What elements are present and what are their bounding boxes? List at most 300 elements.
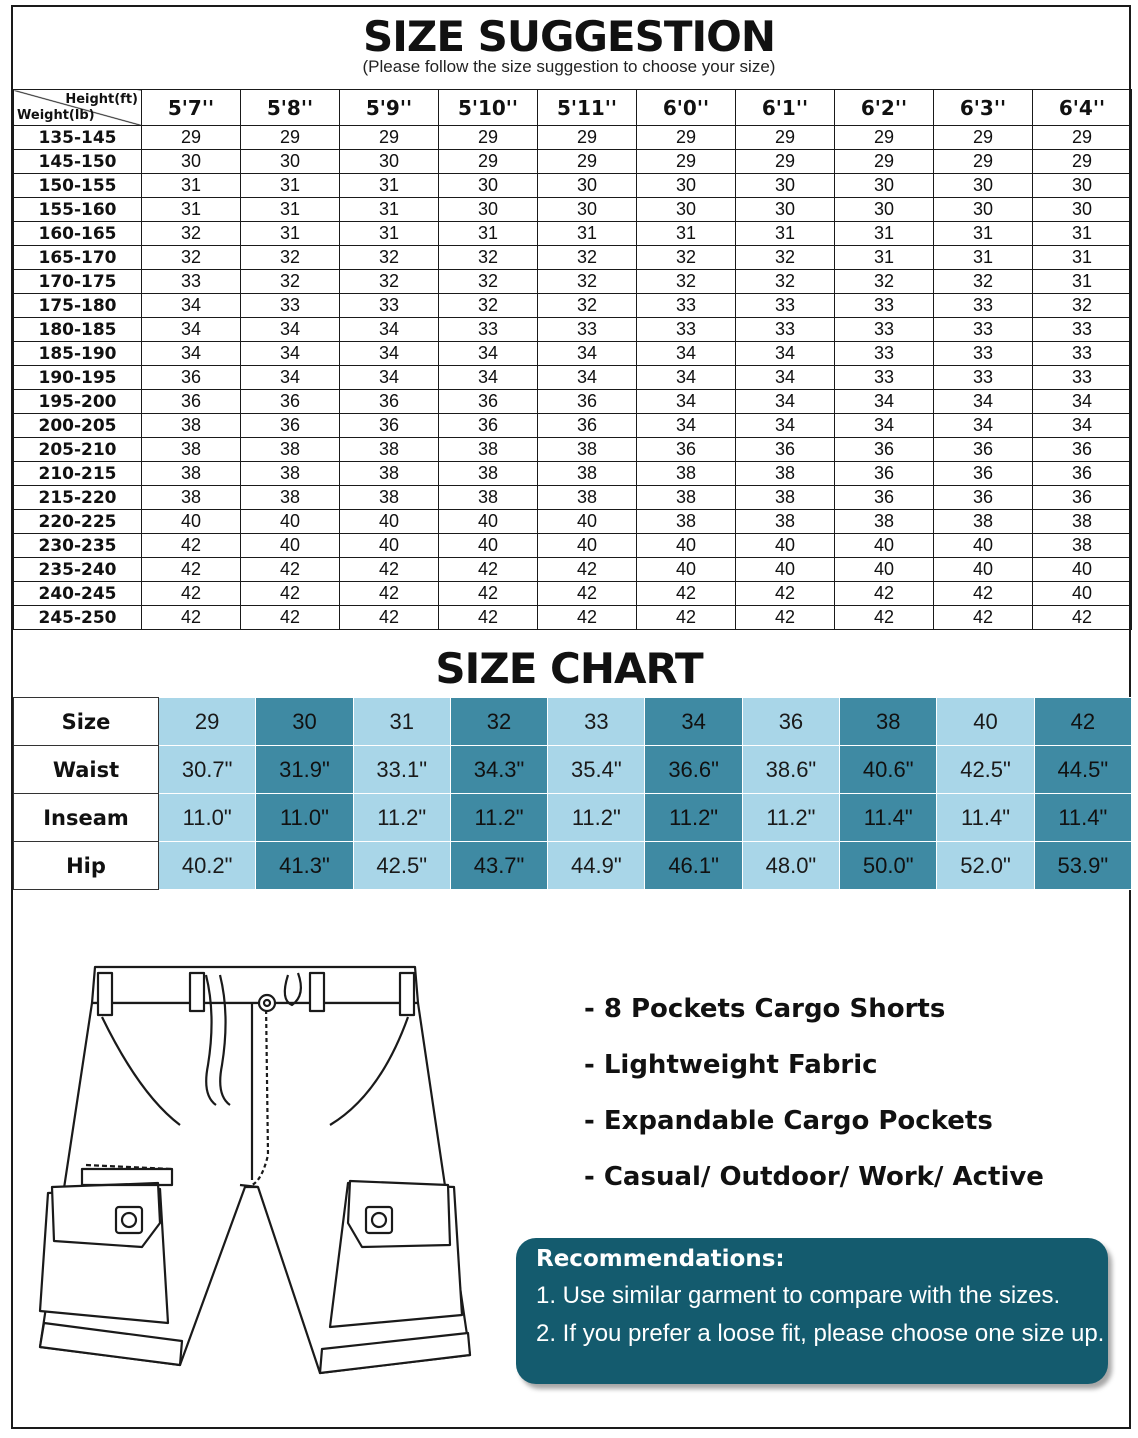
height-header-cell: 6'0'' [637, 90, 736, 126]
weight-row [14, 342, 1132, 366]
weight-row [14, 198, 1132, 222]
suggested-size-cell: 30 [439, 198, 538, 222]
suggested-size-cell: 34 [934, 414, 1033, 438]
weight-range-cell: 175-180 [14, 294, 142, 318]
measurement-cell: 31 [353, 698, 450, 746]
feature-item: - Lightweight Fabric [584, 1050, 878, 1080]
size-chart-row [14, 842, 1132, 890]
suggested-size-cell: 34 [736, 342, 835, 366]
suggested-size-cell: 40 [736, 534, 835, 558]
weight-row [14, 486, 1132, 510]
weight-range-cell: 235-240 [14, 558, 142, 582]
weight-row [14, 126, 1132, 150]
suggested-size-cell: 33 [835, 294, 934, 318]
suggested-size-cell: 42 [736, 582, 835, 606]
suggested-size-cell: 36 [934, 486, 1033, 510]
suggested-size-cell: 42 [637, 606, 736, 630]
suggested-size-cell: 32 [538, 270, 637, 294]
measurement-cell: 11.2" [742, 794, 839, 842]
suggested-size-cell: 30 [538, 198, 637, 222]
suggested-size-cell: 30 [142, 150, 241, 174]
suggested-size-cell: 30 [1033, 174, 1132, 198]
suggested-size-cell: 42 [538, 582, 637, 606]
suggested-size-cell: 34 [538, 342, 637, 366]
suggested-size-cell: 32 [835, 270, 934, 294]
weight-range-cell: 155-160 [14, 198, 142, 222]
measurement-cell: 30 [256, 698, 353, 746]
suggested-size-cell: 36 [1033, 438, 1132, 462]
height-header-cell: 6'4'' [1033, 90, 1132, 126]
suggested-size-cell: 30 [934, 174, 1033, 198]
suggested-size-cell: 42 [439, 582, 538, 606]
suggested-size-cell: 36 [439, 414, 538, 438]
suggested-size-cell: 36 [637, 438, 736, 462]
suggested-size-cell: 31 [241, 222, 340, 246]
suggested-size-cell: 29 [439, 126, 538, 150]
suggested-size-cell: 31 [934, 222, 1033, 246]
suggested-size-cell: 31 [241, 198, 340, 222]
weight-row [14, 462, 1132, 486]
suggested-size-cell: 31 [538, 222, 637, 246]
weight-range-cell: 165-170 [14, 246, 142, 270]
weight-row [14, 510, 1132, 534]
suggested-size-cell: 38 [340, 486, 439, 510]
suggested-size-cell: 38 [934, 510, 1033, 534]
suggested-size-cell: 29 [538, 150, 637, 174]
weight-range-cell: 200-205 [14, 414, 142, 438]
suggested-size-cell: 34 [637, 390, 736, 414]
weight-range-cell: 180-185 [14, 318, 142, 342]
height-header-cell: 5'9'' [340, 90, 439, 126]
measurement-label: Size [14, 698, 159, 746]
corner-cell [14, 90, 142, 126]
suggested-size-cell: 40 [241, 534, 340, 558]
weight-range-cell: 150-155 [14, 174, 142, 198]
weight-range-cell: 245-250 [14, 606, 142, 630]
suggested-size-cell: 29 [1033, 126, 1132, 150]
suggested-size-cell: 31 [1033, 222, 1132, 246]
suggested-size-cell: 38 [538, 438, 637, 462]
suggested-size-cell: 34 [637, 366, 736, 390]
size-suggestion-body [14, 126, 1132, 630]
suggested-size-cell: 42 [1033, 606, 1132, 630]
suggested-size-cell: 30 [835, 198, 934, 222]
suggested-size-cell: 34 [538, 366, 637, 390]
feature-item: - 8 Pockets Cargo Shorts [584, 994, 946, 1024]
size-suggestion-title: SIZE SUGGESTION [362, 12, 775, 61]
cargo-shorts-icon [30, 955, 480, 1395]
suggested-size-cell: 29 [736, 150, 835, 174]
suggested-size-cell: 36 [241, 414, 340, 438]
suggested-size-cell: 32 [538, 246, 637, 270]
measurement-cell: 48.0" [742, 842, 839, 890]
weight-row [14, 318, 1132, 342]
suggested-size-cell: 38 [1033, 510, 1132, 534]
suggested-size-cell: 34 [340, 366, 439, 390]
suggested-size-cell: 31 [439, 222, 538, 246]
suggested-size-cell: 42 [835, 606, 934, 630]
suggested-size-cell: 33 [835, 318, 934, 342]
suggested-size-cell: 32 [736, 246, 835, 270]
suggested-size-cell: 32 [439, 270, 538, 294]
suggested-size-cell: 36 [538, 414, 637, 438]
size-chart-row [14, 794, 1132, 842]
suggested-size-cell: 29 [538, 126, 637, 150]
weight-range-cell: 170-175 [14, 270, 142, 294]
weight-range-cell: 210-215 [14, 462, 142, 486]
suggested-size-cell: 33 [439, 318, 538, 342]
measurement-cell: 34.3" [450, 746, 547, 794]
suggested-size-cell: 36 [340, 390, 439, 414]
suggested-size-cell: 36 [340, 414, 439, 438]
suggested-size-cell: 42 [340, 558, 439, 582]
suggested-size-cell: 31 [340, 198, 439, 222]
suggested-size-cell: 40 [142, 510, 241, 534]
weight-row [14, 414, 1132, 438]
measurement-cell: 42.5" [353, 842, 450, 890]
measurement-cell: 33.1" [353, 746, 450, 794]
measurement-cell: 11.4" [937, 794, 1034, 842]
suggested-size-cell: 30 [538, 174, 637, 198]
measurement-label: Inseam [14, 794, 159, 842]
suggested-size-cell: 32 [934, 270, 1033, 294]
suggested-size-cell: 34 [637, 342, 736, 366]
measurement-cell: 36 [742, 698, 839, 746]
measurement-cell: 11.4" [1034, 794, 1131, 842]
weight-range-cell: 240-245 [14, 582, 142, 606]
suggested-size-cell: 34 [142, 294, 241, 318]
suggested-size-cell: 32 [637, 270, 736, 294]
measurement-cell: 11.0" [159, 794, 256, 842]
size-suggestion-subtitle: (Please follow the size suggestion to choose your size) [362, 57, 776, 76]
suggested-size-cell: 42 [241, 558, 340, 582]
weight-range-cell: 230-235 [14, 534, 142, 558]
measurement-cell: 11.2" [645, 794, 742, 842]
suggested-size-cell: 40 [340, 534, 439, 558]
height-header-cell: 5'10'' [439, 90, 538, 126]
measurement-cell: 11.0" [256, 794, 353, 842]
suggested-size-cell: 29 [934, 126, 1033, 150]
measurement-cell: 11.4" [840, 794, 937, 842]
suggested-size-cell: 32 [241, 246, 340, 270]
suggested-size-cell: 36 [1033, 462, 1132, 486]
suggested-size-cell: 34 [142, 318, 241, 342]
suggested-size-cell: 32 [439, 246, 538, 270]
suggested-size-cell: 33 [835, 342, 934, 366]
suggested-size-cell: 38 [736, 510, 835, 534]
suggested-size-cell: 33 [835, 366, 934, 390]
weight-row [14, 246, 1132, 270]
suggested-size-cell: 42 [934, 582, 1033, 606]
suggested-size-cell: 32 [142, 222, 241, 246]
weight-row [14, 558, 1132, 582]
suggested-size-cell: 36 [439, 390, 538, 414]
suggested-size-cell: 42 [241, 606, 340, 630]
suggested-size-cell: 33 [538, 318, 637, 342]
suggested-size-cell: 40 [1033, 558, 1132, 582]
suggested-size-cell: 36 [934, 462, 1033, 486]
measurement-cell: 46.1" [645, 842, 742, 890]
measurement-cell: 29 [159, 698, 256, 746]
suggested-size-cell: 38 [835, 510, 934, 534]
suggested-size-cell: 29 [637, 150, 736, 174]
measurement-cell: 38 [840, 698, 937, 746]
suggested-size-cell: 29 [736, 126, 835, 150]
suggested-size-cell: 29 [637, 126, 736, 150]
measurement-cell: 11.2" [548, 794, 645, 842]
size-chart-row [14, 698, 1132, 746]
weight-row [14, 294, 1132, 318]
height-header-cell: 5'8'' [241, 90, 340, 126]
suggested-size-cell: 36 [142, 366, 241, 390]
suggested-size-cell: 34 [637, 414, 736, 438]
suggested-size-cell: 38 [439, 438, 538, 462]
suggested-size-cell: 31 [637, 222, 736, 246]
suggested-size-cell: 29 [340, 126, 439, 150]
weight-range-cell: 135-145 [14, 126, 142, 150]
measurement-cell: 34 [645, 698, 742, 746]
recommendation-line: 2. If you prefer a loose fit, please choose one size up. [536, 1320, 1105, 1347]
measurement-cell: 53.9" [1034, 842, 1131, 890]
suggested-size-cell: 38 [736, 462, 835, 486]
weight-range-cell: 160-165 [14, 222, 142, 246]
suggested-size-cell: 38 [340, 438, 439, 462]
suggested-size-cell: 31 [835, 246, 934, 270]
suggested-size-cell: 42 [340, 606, 439, 630]
weight-row [14, 582, 1132, 606]
recommendation-line: 1. Use similar garment to compare with the sizes. [536, 1282, 1061, 1309]
suggested-size-cell: 38 [439, 462, 538, 486]
suggested-size-cell: 36 [142, 390, 241, 414]
suggested-size-cell: 40 [439, 534, 538, 558]
suggested-size-cell: 42 [340, 582, 439, 606]
weight-axis-label: Weight(lb) [17, 108, 95, 123]
suggested-size-cell: 36 [736, 438, 835, 462]
suggested-size-cell: 33 [1033, 366, 1132, 390]
suggested-size-cell: 30 [439, 174, 538, 198]
suggested-size-cell: 40 [538, 534, 637, 558]
size-suggestion-table [13, 89, 1132, 630]
suggested-size-cell: 38 [637, 462, 736, 486]
suggested-size-cell: 30 [637, 174, 736, 198]
recommendations-box [516, 1238, 1108, 1384]
weight-row [14, 174, 1132, 198]
suggested-size-cell: 29 [142, 126, 241, 150]
suggested-size-cell: 40 [934, 534, 1033, 558]
suggested-size-cell: 29 [835, 150, 934, 174]
suggested-size-cell: 32 [538, 294, 637, 318]
suggested-size-cell: 42 [736, 606, 835, 630]
measurement-cell: 31.9" [256, 746, 353, 794]
suggested-size-cell: 31 [1033, 246, 1132, 270]
suggested-size-cell: 36 [538, 390, 637, 414]
suggested-size-cell: 38 [538, 486, 637, 510]
height-header-cell: 5'7'' [142, 90, 241, 126]
weight-row [14, 270, 1132, 294]
suggested-size-cell: 36 [835, 486, 934, 510]
suggested-size-cell: 34 [1033, 414, 1132, 438]
suggested-size-cell: 29 [835, 126, 934, 150]
suggested-size-cell: 33 [637, 318, 736, 342]
suggested-size-cell: 32 [637, 246, 736, 270]
weight-row [14, 390, 1132, 414]
suggested-size-cell: 42 [538, 558, 637, 582]
measurement-cell: 30.7" [159, 746, 256, 794]
suggested-size-cell: 34 [934, 390, 1033, 414]
suggested-size-cell: 29 [934, 150, 1033, 174]
measurement-cell: 52.0" [937, 842, 1034, 890]
measurement-cell: 35.4" [548, 746, 645, 794]
suggested-size-cell: 34 [736, 414, 835, 438]
suggested-size-cell: 40 [736, 558, 835, 582]
measurement-cell: 11.2" [450, 794, 547, 842]
suggested-size-cell: 33 [934, 318, 1033, 342]
height-header-cell: 6'3'' [934, 90, 1033, 126]
suggested-size-cell: 36 [934, 438, 1033, 462]
suggested-size-cell: 34 [340, 342, 439, 366]
suggested-size-cell: 33 [637, 294, 736, 318]
measurement-cell: 44.5" [1034, 746, 1131, 794]
suggested-size-cell: 30 [637, 198, 736, 222]
suggested-size-cell: 33 [934, 366, 1033, 390]
measurement-cell: 50.0" [840, 842, 937, 890]
suggested-size-cell: 33 [1033, 318, 1132, 342]
suggested-size-cell: 29 [241, 126, 340, 150]
weight-row [14, 366, 1132, 390]
suggested-size-cell: 30 [736, 174, 835, 198]
suggested-size-cell: 36 [835, 438, 934, 462]
weight-row [14, 222, 1132, 246]
height-header-row [14, 90, 1132, 126]
suggested-size-cell: 38 [637, 486, 736, 510]
weight-range-cell: 215-220 [14, 486, 142, 510]
weight-range-cell: 145-150 [14, 150, 142, 174]
suggested-size-cell: 30 [241, 150, 340, 174]
suggested-size-cell: 29 [439, 150, 538, 174]
suggested-size-cell: 40 [340, 510, 439, 534]
suggested-size-cell: 40 [637, 534, 736, 558]
weight-range-cell: 205-210 [14, 438, 142, 462]
height-header-cell: 6'1'' [736, 90, 835, 126]
measurement-cell: 11.2" [353, 794, 450, 842]
suggested-size-cell: 42 [637, 582, 736, 606]
suggested-size-cell: 38 [142, 462, 241, 486]
suggested-size-cell: 42 [439, 606, 538, 630]
height-header-cell: 5'11'' [538, 90, 637, 126]
suggested-size-cell: 34 [340, 318, 439, 342]
weight-row [14, 534, 1132, 558]
suggested-size-cell: 36 [835, 462, 934, 486]
suggested-size-cell: 33 [340, 294, 439, 318]
suggested-size-cell: 38 [736, 486, 835, 510]
size-chart-body [14, 698, 1132, 890]
suggested-size-cell: 31 [241, 174, 340, 198]
measurement-cell: 33 [548, 698, 645, 746]
suggested-size-cell: 33 [1033, 342, 1132, 366]
suggested-size-cell: 34 [439, 342, 538, 366]
feature-item: - Expandable Cargo Pockets [584, 1106, 993, 1136]
measurement-cell: 44.9" [548, 842, 645, 890]
measurement-cell: 36.6" [645, 746, 742, 794]
size-chart-row [14, 746, 1132, 794]
suggested-size-cell: 30 [1033, 198, 1132, 222]
measurement-cell: 40.2" [159, 842, 256, 890]
suggested-size-cell: 42 [142, 582, 241, 606]
weight-range-cell: 195-200 [14, 390, 142, 414]
suggested-size-cell: 38 [637, 510, 736, 534]
suggested-size-cell: 33 [736, 318, 835, 342]
size-chart-table [13, 697, 1132, 890]
measurement-cell: 32 [450, 698, 547, 746]
suggested-size-cell: 34 [439, 366, 538, 390]
weight-range-cell: 190-195 [14, 366, 142, 390]
height-header-cell: 6'2'' [835, 90, 934, 126]
suggested-size-cell: 38 [142, 486, 241, 510]
suggested-size-cell: 32 [439, 294, 538, 318]
suggested-size-cell: 31 [1033, 270, 1132, 294]
suggested-size-cell: 32 [736, 270, 835, 294]
suggested-size-cell: 31 [934, 246, 1033, 270]
suggested-size-cell: 38 [241, 486, 340, 510]
suggested-size-cell: 42 [142, 606, 241, 630]
suggested-size-cell: 33 [934, 342, 1033, 366]
feature-item: - Casual/ Outdoor/ Work/ Active [584, 1162, 1044, 1192]
suggested-size-cell: 40 [835, 558, 934, 582]
suggested-size-cell: 34 [241, 342, 340, 366]
suggested-size-cell: 38 [142, 438, 241, 462]
suggested-size-cell: 34 [835, 414, 934, 438]
suggested-size-cell: 31 [142, 198, 241, 222]
suggested-size-cell: 40 [439, 510, 538, 534]
suggested-size-cell: 36 [241, 390, 340, 414]
suggested-size-cell: 30 [835, 174, 934, 198]
suggested-size-cell: 31 [340, 222, 439, 246]
suggested-size-cell: 32 [340, 270, 439, 294]
suggested-size-cell: 38 [241, 438, 340, 462]
suggested-size-cell: 34 [736, 390, 835, 414]
suggested-size-cell: 38 [241, 462, 340, 486]
suggested-size-cell: 38 [142, 414, 241, 438]
weight-row [14, 606, 1132, 630]
suggested-size-cell: 42 [142, 534, 241, 558]
suggested-size-cell: 40 [241, 510, 340, 534]
measurement-cell: 40.6" [840, 746, 937, 794]
measurement-cell: 40 [937, 698, 1034, 746]
suggested-size-cell: 32 [241, 270, 340, 294]
measurement-cell: 41.3" [256, 842, 353, 890]
suggested-size-cell: 42 [934, 606, 1033, 630]
suggested-size-cell: 40 [538, 510, 637, 534]
measurement-cell: 43.7" [450, 842, 547, 890]
suggested-size-cell: 32 [340, 246, 439, 270]
suggested-size-cell: 40 [637, 558, 736, 582]
suggested-size-cell: 40 [934, 558, 1033, 582]
measurement-cell: 42.5" [937, 746, 1034, 794]
suggested-size-cell: 42 [241, 582, 340, 606]
suggested-size-cell: 30 [340, 150, 439, 174]
height-axis-label: Height(ft) [65, 92, 138, 107]
suggested-size-cell: 40 [835, 534, 934, 558]
weight-range-cell: 185-190 [14, 342, 142, 366]
feature-list [584, 990, 1044, 1214]
suggested-size-cell: 31 [340, 174, 439, 198]
suggested-size-cell: 32 [1033, 294, 1132, 318]
suggested-size-cell: 42 [835, 582, 934, 606]
suggested-size-cell: 42 [439, 558, 538, 582]
suggested-size-cell: 33 [736, 294, 835, 318]
weight-row [14, 438, 1132, 462]
suggested-size-cell: 34 [241, 318, 340, 342]
